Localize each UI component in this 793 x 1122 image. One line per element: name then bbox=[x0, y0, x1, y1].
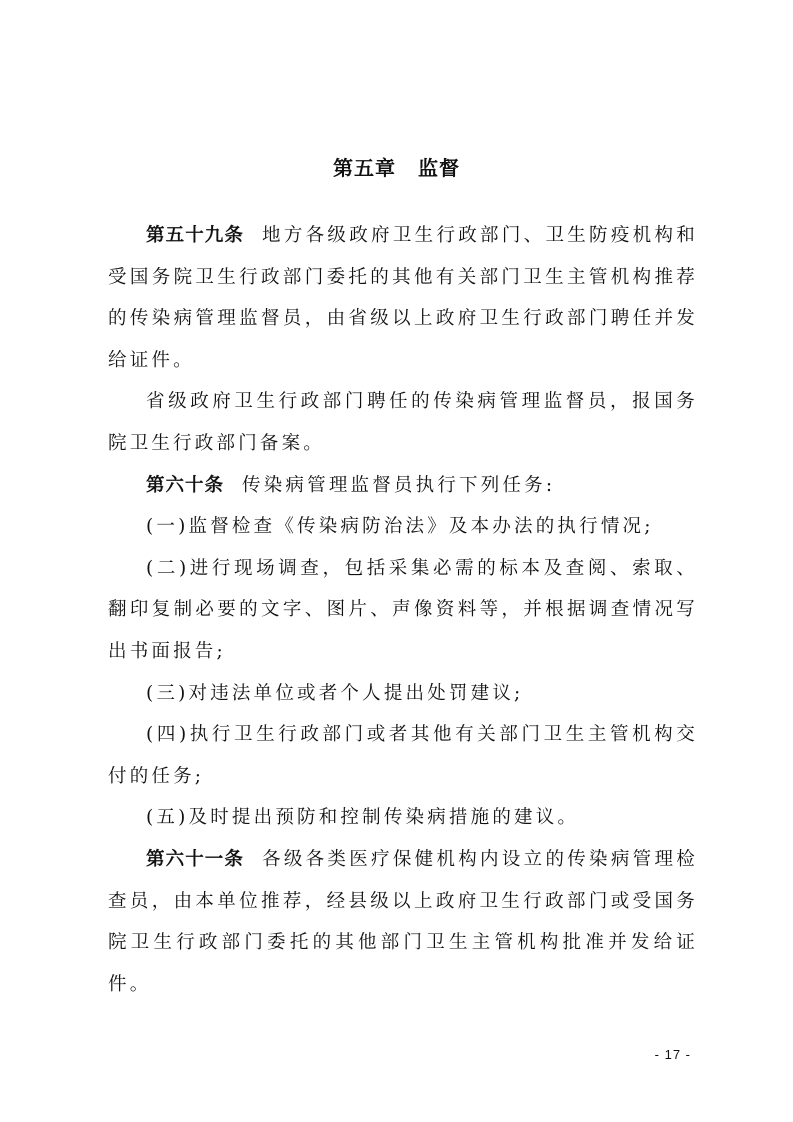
paragraph-article-59-2 bbox=[108, 381, 698, 464]
paragraph-text: 地方各级政府卫生行政部门、卫生防疫机构和受国务院卫生行政部门委托的其他有关部门卫生主管机构推荐的传染病管理监督员，由省级以上政府卫生行政部门聘任并发给证件。 bbox=[108, 225, 698, 371]
list-item bbox=[108, 714, 698, 797]
article-number: 第五十九条 bbox=[146, 225, 245, 246]
paragraph-text: (二)进行现场调查，包括采集必需的标本及查阅、索取、翻印复制必要的文字、图片、声像资料等，并根据调查情况写出书面报告; bbox=[108, 557, 698, 662]
list-item bbox=[108, 797, 698, 839]
list-item bbox=[108, 673, 698, 715]
article-number: 第六十条 bbox=[146, 474, 225, 496]
article-number: 第六十一条 bbox=[146, 848, 245, 870]
paragraph-text: 省级政府卫生行政部门聘任的传染病管理监督员，报国务院卫生行政部门备案。 bbox=[108, 391, 698, 454]
document-body bbox=[108, 215, 698, 1005]
chapter-title-text: 监督 bbox=[418, 156, 460, 180]
paragraph-text: (四)执行卫生行政部门或者其他有关部门卫生主管机构交付的任务; bbox=[108, 724, 698, 787]
paragraph-text: 各级各类医疗保健机构内设立的传染病管理检查员，由本单位推荐，经县级以上政府卫生行政部门或受国务院卫生行政部门委托的其他部门卫生主管机构批准并发给证件。 bbox=[108, 848, 698, 995]
paragraph-text: (五)及时提出预防和控制传染病措施的建议。 bbox=[146, 807, 580, 829]
chapter-number: 第五章 bbox=[333, 156, 396, 180]
paragraph-text: (一)监督检查《传染病防治法》及本办法的执行情况; bbox=[146, 516, 654, 538]
page-number: - 17 - bbox=[654, 1047, 691, 1062]
list-item bbox=[108, 548, 698, 673]
paragraph-article-60 bbox=[108, 465, 698, 507]
paragraph-text: (三)对违法单位或者个人提出处罚建议; bbox=[146, 682, 524, 704]
chapter-heading bbox=[0, 152, 793, 181]
paragraph-article-61 bbox=[108, 839, 698, 1005]
list-item bbox=[108, 506, 698, 548]
paragraph-text: 传染病管理监督员执行下列任务: bbox=[242, 474, 556, 496]
paragraph-article-59 bbox=[108, 215, 698, 381]
